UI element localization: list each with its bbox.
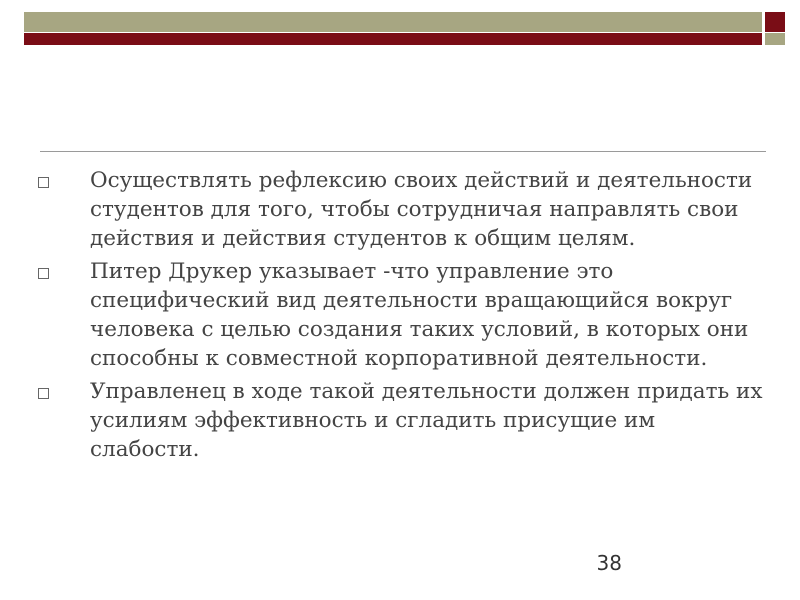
- header-bar-olive: [24, 12, 762, 32]
- bullet-text: Питер Друкер указывает -что управление это специфический вид деятельности вращающийся вокруг человека с целью создания таких условий, в которых они способны к совместной корпоративной деятельности.: [90, 259, 749, 371]
- square-bullet-icon: [38, 388, 49, 399]
- bullet-text: Осуществлять рефлексию своих действий и деятельности студентов для того, чтобы сотрудничая направлять свои действия и действия студентов к общим целям.: [90, 168, 753, 251]
- bullet-list: [38, 166, 763, 468]
- bullet-item: [38, 257, 763, 373]
- header-square-maroon: [765, 12, 785, 32]
- square-bullet-icon: [38, 268, 49, 279]
- header-square-olive: [765, 33, 785, 45]
- square-bullet-icon: [38, 177, 49, 188]
- header-bar-maroon: [24, 33, 762, 45]
- bullet-item: [38, 166, 763, 253]
- bullet-item: [38, 377, 763, 464]
- title-divider: [40, 151, 766, 152]
- page-number: 38: [596, 551, 622, 575]
- bullet-text: Управленец в ходе такой деятельности должен придать их усилиям эффективность и сгладить присущие им слабости.: [90, 379, 763, 462]
